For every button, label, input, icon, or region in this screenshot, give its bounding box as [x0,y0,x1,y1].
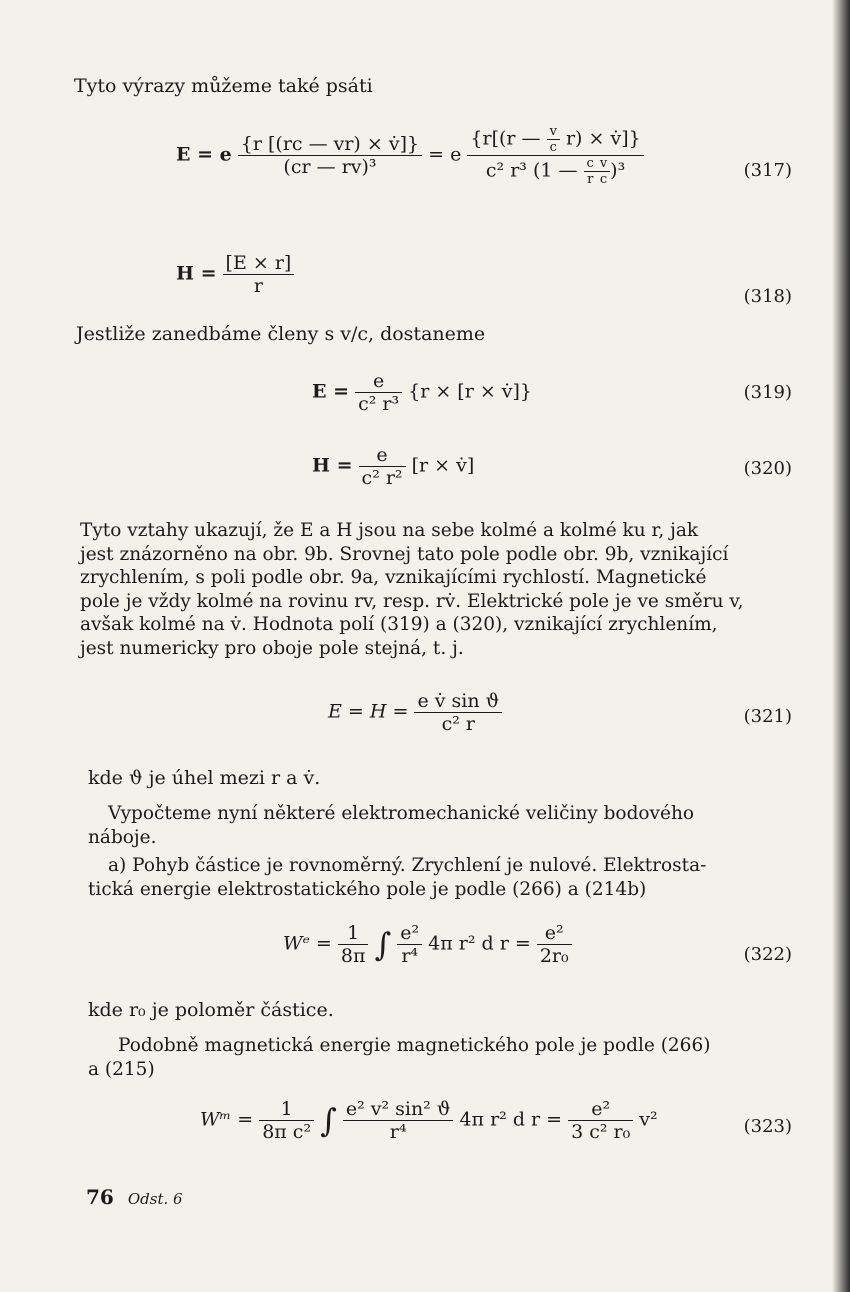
equation-number-319: (319) [743,382,792,403]
equation-number-322: (322) [743,944,792,965]
eq317-equals: = e [428,143,462,166]
equation-322: Wᵉ = $\frac{1}{8\pi}$ ∫ $\frac{\text{e²}}{\text{r⁴}}$ 4π r² d r = $\frac{\text{e²}}{\text{2r₀}}$ [283,922,572,967]
equation-number-323: (323) [743,1116,792,1137]
eq317-lhs: E = e [176,143,232,166]
page-number: 76 [86,1185,114,1209]
equation-317 [176,124,644,187]
neglect-text: Jestliže zanedbáme členy s v/c, dostaneme [76,323,486,345]
equation-318: H = $\frac{[E \times r]}{r}$ [176,252,294,297]
page-footer [86,1185,183,1209]
intro-text: Tyto výrazy můžeme také psáti [74,75,373,97]
eq317-fraction-2: {r[(r — $\frac{v}{c}$ r) × v̇]} c² r³ (1 — $\frac{c}{r}$ $\frac{v}{c}$ )³ [467,124,643,187]
equation-number-320: (320) [743,458,792,479]
equation-321: E = H = $\frac{\text{e v̇ sin ϑ}}{\text{c² r}}$ [328,690,502,735]
equation-number-321: (321) [743,706,792,727]
page-edge-shadow [832,0,850,1292]
equation-number-318: (318) [743,286,792,307]
equation-323: Wᵐ = $\frac{1}{\text{8π c²}}$ ∫ $\frac{\text{e² v² sin² ϑ}}{\text{r⁴}}$ 4π r² d r = $\frac{\text{e²}}{\text{3 c² r₀}}$ v² [200,1098,658,1143]
paragraph-uniform-motion: a) Pohyb částice je rovnoměrný. Zrychlení je nulové. Elektrosta- tická energie elektrostatického pole je podle (266) a (214b) [88,855,707,900]
paragraph-compute: Vypočteme nyní některé elektromechanické veličiny bodového náboje. [88,803,695,848]
section-label: Odst. 6 [127,1190,183,1208]
paragraph-fields: Tyto vztahy ukazují, že E a H jsou na sebe kolmé a kolmé ku r, jak jest znázorněno na obr. 9b. Srovnej tato pole podle obr. 9b, vznikající zrychlením, s poli podle obr. 9a, vznikajícími rychlostí. Magnetické pole je vždy kolmé na rovinu rv, resp. rv̇. Elektrické pole je ve směru v, avšak kolmé na v̇. Hodnota polí (319) a (320), vznikající zrychlením, jest numericky pro oboje pole stejná, t. j. [80,520,744,659]
equation-320: H = $\frac{e}{\text{c² r²}}$ [r × v̇] [312,444,475,489]
equation-number-317: (317) [743,160,792,181]
paragraph-magnetic: Podobně magnetická energie magnetického pole je podle (266) a (215) [88,1035,711,1080]
equation-319: E = $\frac{e}{\text{c² r³}}$ {r × [r × v̇]} [312,370,533,415]
eq317-fraction-1: $\frac{\{r [(rc — vr) \times v̇]\}}{\text{(cr — rv)³}}$ [238,133,422,178]
where-radius-text: kde r₀ je poloměr částice. [88,999,334,1021]
where-theta-text: kde ϑ je úhel mezi r a v̇. [88,767,321,789]
